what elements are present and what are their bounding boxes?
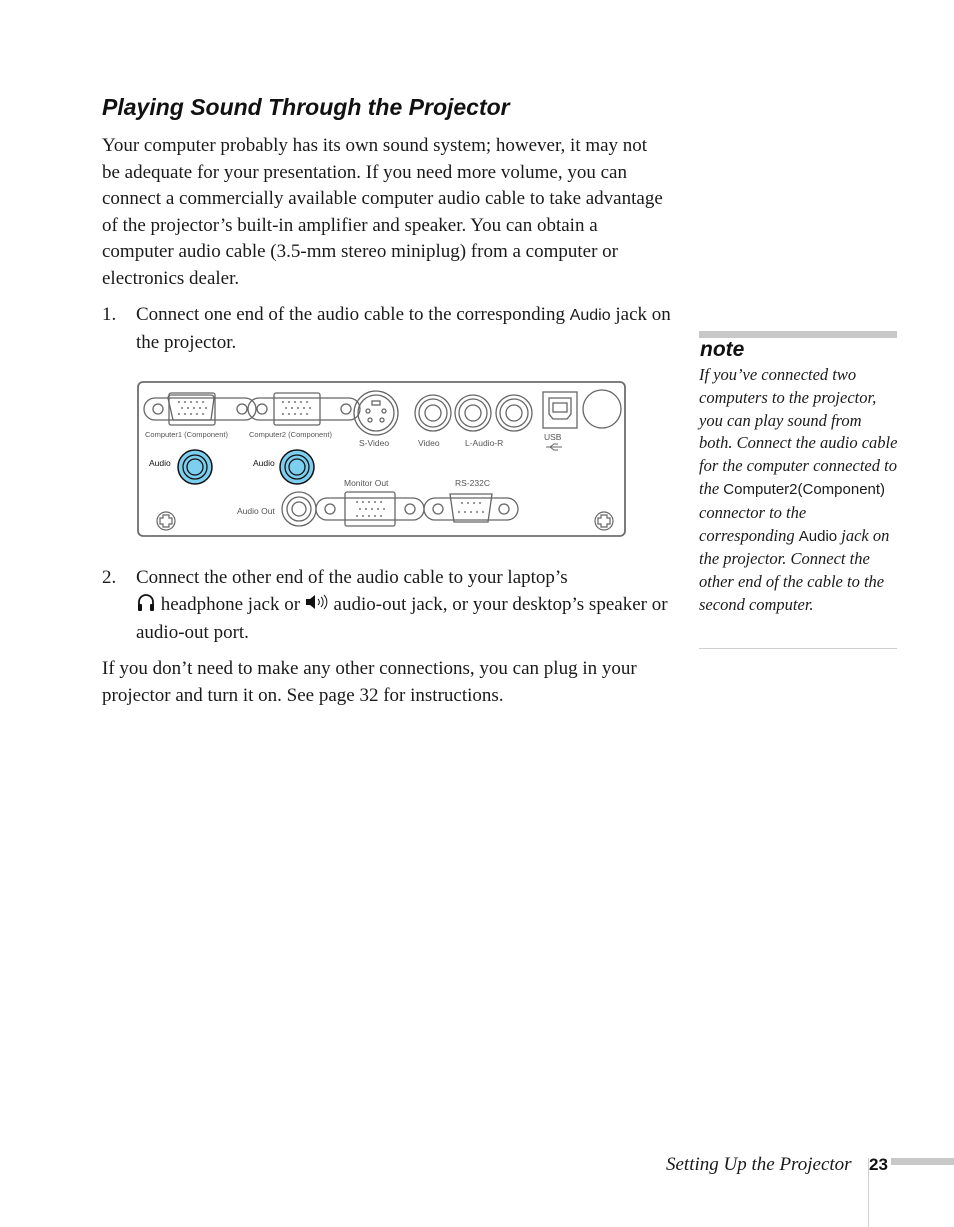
- page-number: 23: [869, 1155, 891, 1175]
- computer1-label: Computer1 (Component): [145, 430, 228, 439]
- step-number: 1.: [102, 304, 117, 325]
- audio-out-label: Audio Out: [237, 506, 275, 516]
- lr-audio-label: L-Audio-R: [465, 438, 504, 448]
- step-text-part: jack on the projector.: [136, 304, 671, 353]
- audio1-jack-highlighted: [178, 450, 212, 484]
- audio-term: Audio: [798, 527, 838, 545]
- projector-connector-panel-diagram: [137, 381, 626, 537]
- step-1: [102, 302, 672, 356]
- step-text: [136, 565, 672, 647]
- audio2-label: Audio: [253, 458, 275, 468]
- step-2: [102, 565, 672, 647]
- audio1-label: Audio: [149, 458, 171, 468]
- note-text-part: connector to the corresponding: [699, 502, 807, 545]
- note-title: note: [700, 338, 745, 361]
- usb-label: USB: [544, 432, 562, 442]
- note-text-part: jack on the projector. Connect the other end of the cable to the second computer.: [699, 525, 890, 614]
- footer-chapter-title: Setting Up the Projector: [666, 1154, 852, 1175]
- audio-term: Audio: [569, 307, 611, 324]
- note-top-bar: [699, 331, 897, 338]
- computer2-label: Computer2 (Component): [249, 430, 332, 439]
- step-text-part: Connect the other end of the audio cable to your laptop’s: [136, 567, 568, 588]
- step-text-part: audio-out jack, or your desktop’s speaker or audio-out port.: [136, 593, 668, 643]
- monitor-out-label: Monitor Out: [344, 478, 389, 488]
- computer2-term: Computer2(Component): [723, 480, 886, 498]
- note-text-part: If you’ve connected two computers to the projector, you can play sound from both. Connect the audio cable for the computer connected to the: [699, 365, 898, 498]
- step-number: 2.: [102, 567, 117, 588]
- note-body: [699, 364, 899, 617]
- section-heading: Playing Sound Through the Projector: [102, 94, 510, 120]
- step-text-part: headphone jack or: [156, 593, 305, 615]
- svideo-label: S-Video: [359, 438, 390, 448]
- rs232c-label: RS-232C: [455, 478, 490, 488]
- step-text: [136, 302, 672, 356]
- step-text-part: Connect one end of the audio cable to the corresponding: [136, 304, 570, 325]
- headphone-icon: [136, 592, 156, 621]
- intro-paragraph: Your computer probably has its own sound system; however, it may not be adequate for your presentation. If you need more volume, you can connect a commercially available computer audio cable to take advantage of the projector’s built-in amplifier and speaker. You can obtain a computer audio cable (3.5-mm stereo miniplug) from a computer or electronics dealer.: [102, 135, 663, 289]
- closing-paragraph: If you don’t need to make any other connections, you can plug in your projector and turn it on. See page 32 for instructions.: [102, 658, 637, 706]
- speaker-icon: [305, 594, 329, 621]
- audio2-jack-highlighted: [280, 450, 314, 484]
- video-label: Video: [418, 438, 440, 448]
- note-bottom-rule: [699, 648, 897, 649]
